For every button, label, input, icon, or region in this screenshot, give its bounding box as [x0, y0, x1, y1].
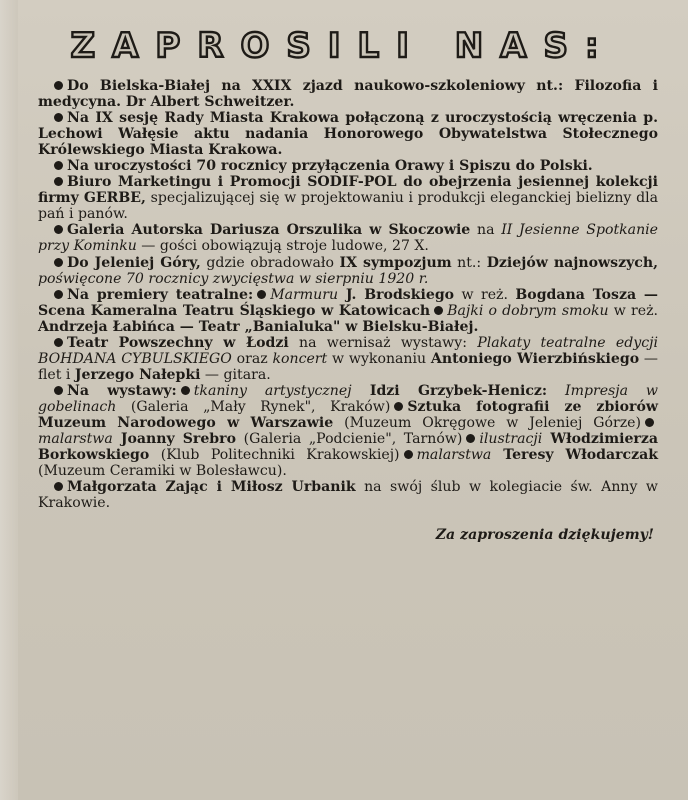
- item-text-segment: Na wystawy:: [67, 382, 177, 399]
- bullet-icon: [54, 113, 63, 122]
- item-text-segment: tkaniny artystycznej: [193, 382, 352, 399]
- bullet-icon: [181, 386, 190, 395]
- item-text-segment: na swój ślub w kolegiacie św. Anny w Krakowie.: [38, 479, 658, 512]
- item-text-segment: Na uroczystości 70 rocznicy przyłączenia Orawy i Spiszu do Polski.: [67, 158, 593, 175]
- invitation-item: [38, 222, 658, 254]
- item-text-segment: gdzie obradowało: [200, 254, 340, 271]
- item-text-segment: (Klub Politechniki Krakowskiej): [149, 447, 400, 464]
- item-text-segment: (Muzeum Okręgowe w Jeleniej Górze): [333, 414, 642, 431]
- item-text-segment: poświęcone 70 rocznicy zwycięstwa w sierpniu 1920 r.: [38, 270, 429, 287]
- item-text-segment: malarstwa: [38, 431, 113, 448]
- item-text-segment: nt.:: [451, 254, 487, 271]
- closing-line: Za zaproszenia dziękujemy!: [435, 527, 654, 544]
- item-text-segment: Dziejów najnowszych,: [486, 254, 658, 271]
- item-text-segment: oraz: [231, 350, 273, 367]
- item-text-segment: Sztuka fotografii ze zbiorów Muzeum Narodowego w Warszawie: [38, 398, 659, 431]
- item-text-segment: w reż.: [454, 286, 516, 303]
- bullet-icon: [54, 81, 63, 90]
- invitation-list: [38, 78, 658, 511]
- item-text-segment: (Galeria „Mały Rynek", Kraków): [116, 398, 391, 415]
- item-text-segment: Do Bielska-Białej na XXIX zjazd naukowo-szkoleniowy nt.:: [67, 78, 575, 94]
- item-text-segment: malarstwa: [416, 447, 492, 464]
- item-text-segment: Joanny Srebro: [112, 431, 236, 448]
- bullet-icon: [404, 450, 413, 459]
- item-text-segment: na wernisaż wystawy:: [288, 334, 478, 351]
- item-text-segment: Teresy Włodarczak: [491, 447, 658, 464]
- item-text-segment: Małgorzata Zając i Miłosz Urbanik: [67, 479, 356, 496]
- bullet-icon: [257, 290, 266, 299]
- bullet-icon: [434, 306, 443, 315]
- item-text-segment: na: [470, 222, 502, 239]
- paper-edge: [0, 0, 18, 800]
- item-text-segment: (Muzeum Ceramiki w Bolesławcu).: [38, 463, 287, 480]
- item-text-segment: Do Jeleniej Góry,: [67, 254, 201, 271]
- item-text-segment: Plakaty teatralne edycji BOHDANA CYBULSKIEGO: [38, 334, 658, 367]
- bullet-icon: [394, 402, 403, 411]
- bullet-icon: [54, 161, 63, 170]
- item-text-segment: Antoniego Wierzbińskiego: [430, 350, 640, 367]
- item-text-segment: Idzi Grzybek-Henicz:: [351, 382, 548, 399]
- item-text-segment: Na IX sesję Rady Miasta Krakowa połączoną z uroczystością wręczenia p. Lechowi Wałęsie aktu nadania Honorowego Obywatelstwa Stołecznego Królewskiego Miasta Krakowa.: [38, 110, 658, 159]
- item-text-segment: J. Brodskiego: [338, 286, 455, 303]
- item-text-segment: Andrzeja Łabińca — Teatr „Banialuka" w Bielsku-Białej.: [38, 318, 479, 335]
- item-text-segment: Teatr Powszechny w Łodzi: [67, 334, 289, 351]
- item-text-segment: Biuro Marketingu i Promocji SODIF-POL do obejrzenia jesiennej kolekcji firmy GERBE,: [38, 174, 658, 207]
- invitation-item: [38, 255, 658, 287]
- item-text-segment: (Galeria „Podcienie", Tarnów): [235, 431, 463, 448]
- item-text-segment: — gitara.: [200, 366, 271, 383]
- item-text-segment: — flet i: [38, 350, 659, 383]
- item-text-segment: koncert: [272, 350, 328, 367]
- bullet-icon: [54, 386, 63, 395]
- item-text-segment: II Jesienne Spotkanie przy Kominku: [38, 222, 658, 255]
- item-text-segment: specjalizującej się w projektowaniu i produkcji eleganckiej bielizny dla pań i panów.: [38, 190, 658, 223]
- invitation-item: [38, 174, 658, 222]
- invitation-item: [38, 287, 658, 335]
- item-text-segment: Jerzego Nałepki: [74, 366, 201, 383]
- item-text-segment: IX sympozjum: [339, 254, 452, 271]
- item-text-segment: [547, 383, 565, 399]
- invitation-item: [38, 335, 658, 383]
- bullet-icon: [54, 290, 63, 299]
- bullet-icon: [54, 258, 63, 267]
- invitation-item: [38, 110, 658, 158]
- item-text-segment: Bajki o dobrym smoku: [447, 302, 609, 319]
- bullet-icon: [466, 434, 475, 443]
- item-text-segment: w wykonaniu: [327, 350, 431, 367]
- item-text-segment: w reż.: [608, 302, 658, 319]
- item-text-segment: Impresja w gobelinach: [38, 382, 658, 415]
- bullet-icon: [54, 225, 63, 234]
- item-text-segment: Galeria Autorska Dariusza Orszulika w Skoczowie: [67, 222, 471, 239]
- item-text-segment: Na premiery teatralne:: [67, 286, 254, 303]
- page-title: ZAPROSILI NAS:: [70, 26, 616, 66]
- item-text-segment: Włodzimierza Borkowskiego: [38, 431, 658, 464]
- bullet-icon: [54, 482, 63, 491]
- bullet-icon: [54, 177, 63, 186]
- item-text-segment: Filozofia i medycyna. Dr Albert Schweitzer.: [38, 78, 658, 111]
- item-text-segment: Marmuru: [270, 286, 339, 303]
- invitation-item: [38, 479, 658, 511]
- item-text-segment: — gości obowiązują stroje ludowe, 27 X.: [136, 238, 429, 255]
- invitation-item: [38, 383, 658, 479]
- item-text-segment: Bogdana Tosza — Scena Kameralna Teatru Śląskiego w Katowicach: [38, 286, 659, 319]
- invitation-item: [38, 78, 658, 110]
- invitation-item: [38, 158, 658, 174]
- bullet-icon: [54, 338, 63, 347]
- bullet-icon: [645, 418, 654, 427]
- item-text-segment: ilustracji: [479, 431, 543, 448]
